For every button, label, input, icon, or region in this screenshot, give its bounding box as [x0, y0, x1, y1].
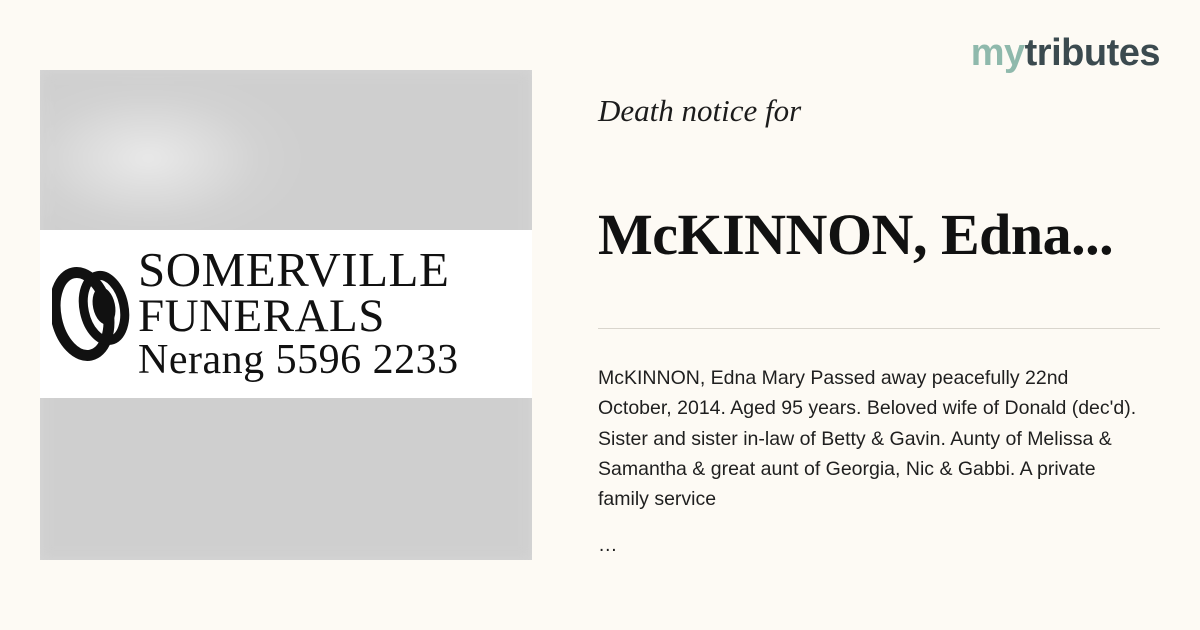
notice-content: [598, 70, 1160, 557]
funeral-home-logo-card: [40, 230, 532, 398]
mytributes-logo: [971, 34, 1160, 72]
brand-name-part-tributes: tributes: [1024, 32, 1160, 74]
brand-name-part-my: my: [970, 32, 1025, 74]
funeral-notice-image: [40, 70, 532, 560]
notice-eyebrow: Death notice for: [598, 93, 802, 128]
somerville-double-o-logo-icon: [52, 266, 136, 362]
funeral-home-name-line2: FUNERALS: [138, 290, 385, 342]
notice-truncation: …: [598, 533, 618, 556]
divider: [598, 328, 1160, 329]
funeral-home-name-line1: SOMERVILLE: [138, 242, 450, 298]
page-title: McKINNON, Edna...: [598, 202, 1114, 268]
funeral-home-contact: Nerang 5596 2233: [138, 336, 459, 383]
notice-body: McKINNON, Edna Mary Passed away peacefully 22nd October, 2014. Aged 95 years. Beloved wife of Donald (dec'd). Sister and sister in-law of Betty & Gavin. Aunty of Melissa & Samantha & great aunt of Georgia, Nic & Gabbi. A private family service: [598, 367, 1137, 510]
